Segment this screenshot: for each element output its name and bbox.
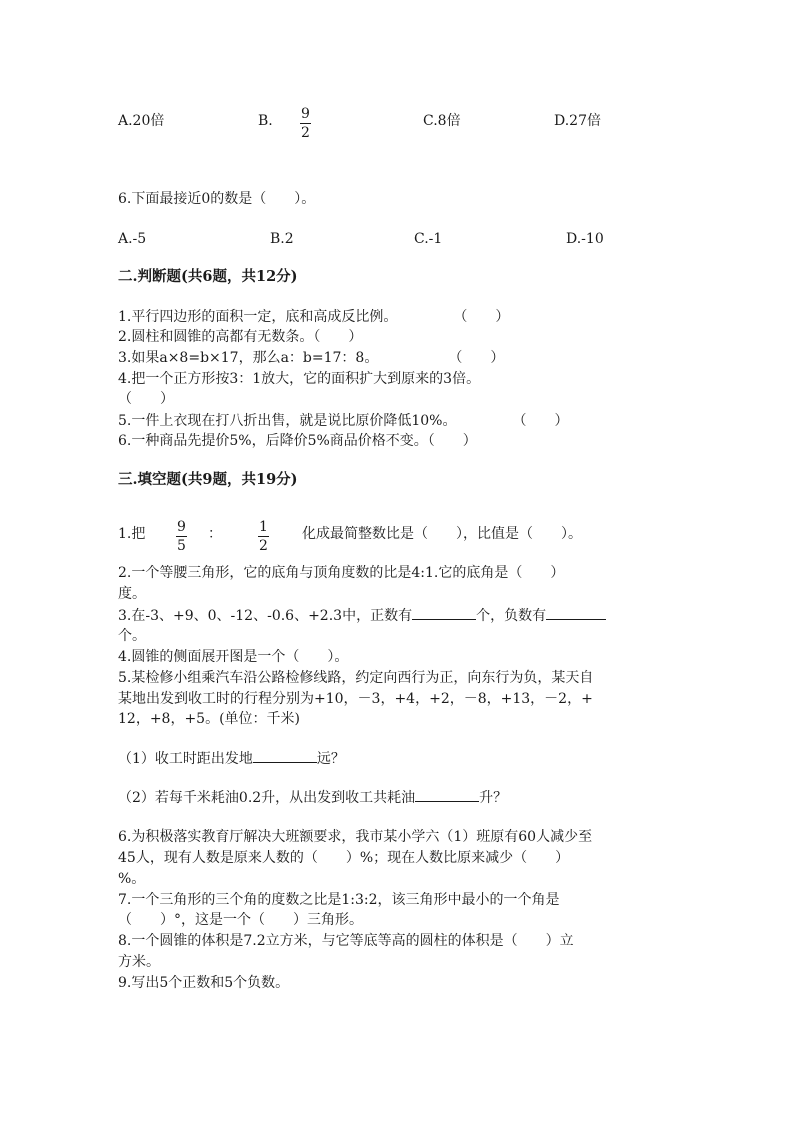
fraction-bar	[258, 536, 269, 537]
judgement-item: 2.圆柱和圆锥的高都有无数条。（ ）	[118, 329, 363, 345]
text-segment: 3.在-3、+9、0、-12、-0.6、+2.3中，正数有	[118, 608, 413, 624]
question-6-stem: 6.下面最接近0的数是（ ）。	[118, 191, 316, 207]
judgement-item: 4.把一个正方形按3：1放大，它的面积扩大到原来的3倍。	[118, 371, 481, 387]
fill-q5-line: 某地出发到收工时的行程分别为+10，－3，+4，+2，－8，+13，－2，+	[118, 691, 593, 707]
section-title-judgement: 二.判断题(共6题，共12分)	[118, 268, 298, 285]
option-b-fraction	[300, 106, 311, 141]
option-c: C.-1	[414, 231, 443, 247]
fill-q6-line: 6.为积极落实教育厅解决大班额要求，我市某小学六（1）班原有60人减少至	[118, 829, 593, 845]
text-segment: （2）若每千米耗油0.2升，从出发到收工共耗油	[118, 790, 416, 806]
option-a: A.-5	[118, 231, 147, 247]
fill-q2-line: 度。	[118, 586, 146, 602]
option-a: A.20倍	[118, 113, 165, 129]
fill-q5-sub1	[118, 748, 345, 769]
fill-q5-line: 5.某检修小组乘汽车沿公路检修线路，约定向西行为正，向东行为负，某天自	[118, 670, 594, 686]
fill-q8-line: 8.一个圆锥的体积是7.2立方米，与它等底等高的圆柱的体积是（ ）立	[118, 933, 574, 949]
fill-q6-line: 45人，现有人数是原来人数的（ ）%；现在人数比原来减少（ ）	[118, 850, 570, 866]
judgement-item: 3.如果a×8=b×17，那么a：b=17：8。 （ ）	[118, 350, 505, 366]
judgement-item: 6.一种商品先提价5%，后降价5%商品价格不变。（ ）	[118, 433, 477, 449]
text-segment: （1）收工时距出发地	[118, 751, 253, 767]
option-b-label: B.	[258, 113, 273, 129]
fill-q6-line: %。	[118, 871, 146, 887]
judgement-item: 1.平行四边形的面积一定，底和高成反比例。 （ ）	[118, 309, 510, 325]
fraction-1-2	[258, 519, 269, 554]
fill-q9: 9.写出5个正数和5个负数。	[118, 975, 290, 991]
option-d: D.-10	[566, 231, 604, 247]
fraction-numerator: 9	[177, 519, 186, 535]
fill-q8-line: 方米。	[118, 954, 160, 970]
fraction-numerator: 1	[259, 519, 268, 535]
answer-blank[interactable]	[412, 605, 476, 620]
ratio-colon: ：	[208, 526, 222, 542]
fraction-9-5	[176, 519, 187, 554]
fraction-denominator: 5	[177, 538, 186, 554]
fill-q1-suffix: 化成最简整数比是（ ），比值是（ ）。	[302, 526, 582, 542]
text-segment: 升？	[479, 790, 508, 806]
fraction-bar	[176, 536, 187, 537]
text-segment: 个，负数有	[476, 608, 547, 624]
fill-q7-line: 7.一个三角形的三个角的度数之比是1:3:2，该三角形中最小的一个角是	[118, 892, 560, 908]
fraction-denominator: 2	[301, 125, 310, 141]
fraction-bar	[300, 123, 311, 124]
fraction-numerator: 9	[301, 106, 310, 122]
option-c: C.8倍	[423, 113, 461, 129]
fill-q3-line: 个。	[118, 628, 146, 644]
option-b: B.2	[270, 231, 294, 247]
fill-q7-line: （ ）°，这是一个（ ）三角形。	[118, 912, 363, 928]
fill-q5-sub2	[118, 787, 507, 808]
text-segment: 远？	[316, 751, 345, 767]
section-title-fill-in: 三.填空题(共9题，共19分)	[118, 471, 298, 488]
fraction-denominator: 2	[259, 538, 268, 554]
answer-blank[interactable]	[546, 605, 606, 620]
option-d: D.27倍	[554, 113, 601, 129]
fill-q2-line: 2.一个等腰三角形，它的底角与顶角度数的比是4:1.它的底角是（ ）	[118, 565, 565, 581]
fill-q1-prefix: 1.把	[118, 526, 146, 542]
fill-q5-line: 12，+8，+5。(单位：千米)	[118, 711, 301, 727]
answer-blank[interactable]	[415, 787, 479, 802]
fill-q4: 4.圆锥的侧面展开图是一个（ ）。	[118, 649, 349, 665]
judgement-item: 5.一件上衣现在打八折出售，就是说比原价降低10%。 （ ）	[118, 413, 569, 429]
judgement-item-continuation: （ ）	[118, 391, 174, 407]
answer-blank[interactable]	[253, 748, 317, 763]
fill-q3-line	[118, 605, 606, 626]
